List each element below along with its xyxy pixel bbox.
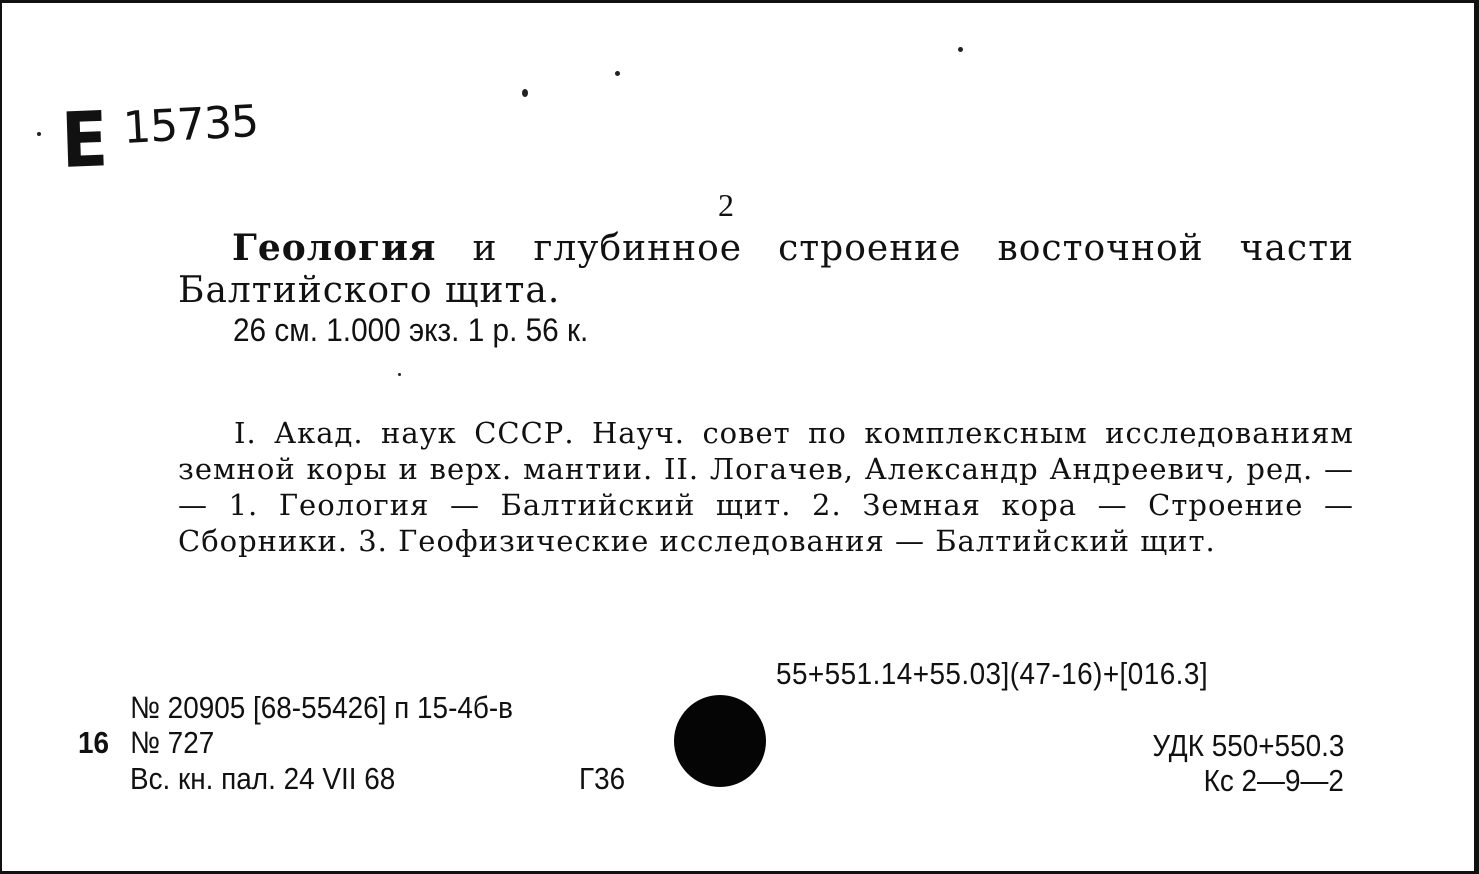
udk-index: УДК 550+550.3	[1151, 728, 1344, 763]
ink-speck	[37, 132, 41, 136]
ink-speck	[615, 71, 620, 76]
physical-description: 26 см. 1.000 экз. 1 р. 56 к.	[233, 312, 589, 348]
card-record-number: № 727	[130, 725, 215, 760]
sheet-prefix: 16	[78, 725, 110, 760]
ks-index: Кс 2—9—2	[1203, 763, 1344, 798]
ink-speck	[398, 373, 401, 376]
punch-hole	[674, 695, 766, 787]
signed-date: Вс. кн. пал. 24 VII 68	[130, 761, 396, 796]
catalog-letter-stamp: E	[59, 94, 110, 185]
catalog-handwritten-number: 15735	[121, 95, 260, 154]
cutter-code: Г36	[579, 761, 626, 796]
title-block	[178, 227, 1354, 312]
subject-headings: I. Акад. наук СССР. Науч. совет по комплексным исследованиям земной коры и верх. мантии. II. Логачев, Александр Андреевич, ред. — — 1. Геология — Балтийский щит. 2. Земная кора — Строение — Сборники. 3. Геофизические исследования — Балтийский щит.	[178, 416, 1354, 558]
title-bold-word: Геология	[232, 227, 437, 269]
classification-index: 55+551.14+55.03](47-16)+[016.3]	[776, 656, 1209, 691]
title-rest: и глубинное строение восточной части Балтийского щита.	[178, 228, 1354, 311]
ink-speck	[522, 89, 528, 97]
card-number: 2	[718, 187, 734, 223]
ink-speck	[958, 47, 963, 52]
order-number: № 20905 [68-55426] п 15-4б-в	[130, 690, 513, 725]
